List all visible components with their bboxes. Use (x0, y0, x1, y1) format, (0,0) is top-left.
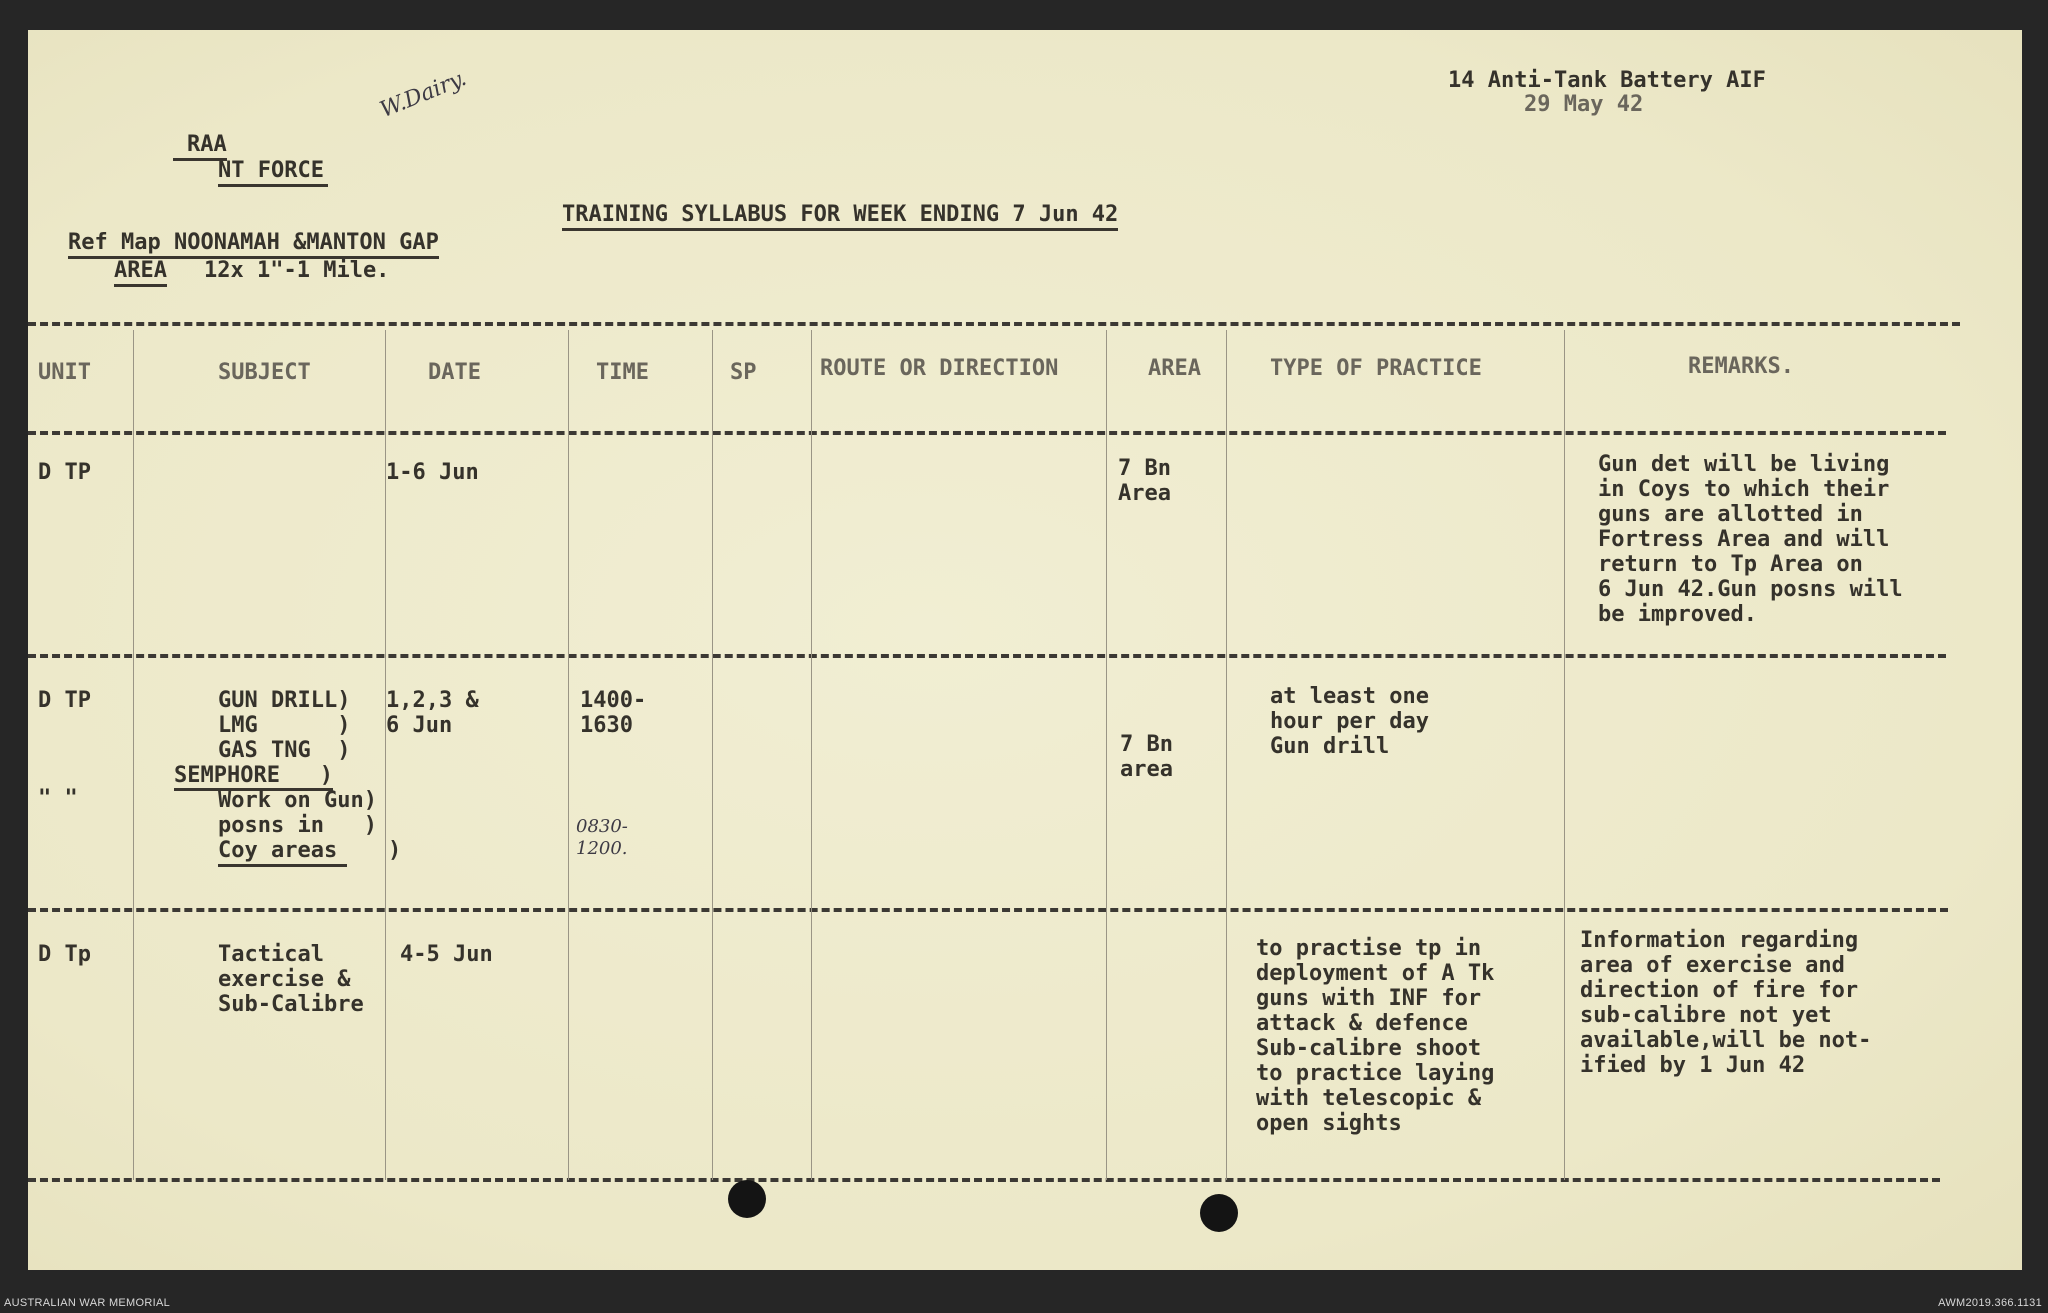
row-2-unit-ditto: " " (38, 786, 78, 811)
header-bottom-rule (28, 431, 1946, 435)
column-header-area: AREA (1148, 356, 1201, 381)
row-3-unit: D Tp (38, 942, 91, 967)
column-header-date: DATE (428, 360, 481, 385)
footer-archive-id: AWM2019.366.1131 (1938, 1297, 2042, 1309)
row-1-area: 7 Bn Area (1118, 456, 1171, 506)
row-1-unit: D TP (38, 460, 91, 485)
row-divider-2 (28, 908, 1948, 912)
row-2-date: 1,2,3 & 6 Jun (386, 688, 479, 738)
footer-archive-name: AUSTRALIAN WAR MEMORIAL (4, 1297, 171, 1309)
row-2-subject-coy-paren: ) (388, 838, 402, 863)
table-bottom-rule (28, 1178, 1940, 1182)
column-header-route: ROUTE OR DIRECTION (820, 356, 1059, 381)
ref-map-area-label: AREA (114, 258, 167, 287)
punch-hole (728, 1180, 766, 1218)
column-header-practice: TYPE OF PRACTICE (1270, 356, 1482, 381)
row-3-date: 4-5 Jun (400, 942, 493, 967)
row-3-subject: Tactical exercise & Sub-Calibre (218, 942, 364, 1017)
row-2-time-handwritten: 0830- 1200. (576, 816, 628, 859)
ref-map-scale: 12x 1"-1 Mile. (204, 258, 390, 283)
table-top-rule (28, 322, 1960, 326)
ref-map-line: Ref Map NOONAMAH &MANTON GAP (68, 230, 439, 259)
column-divider (568, 330, 569, 1180)
row-2-practice: at least one hour per day Gun drill (1270, 684, 1429, 759)
row-divider-1 (28, 654, 1946, 658)
row-2-subject-coy: Coy areas (218, 838, 347, 867)
row-2-area: 7 Bn area (1120, 732, 1173, 782)
column-header-time: TIME (596, 360, 649, 385)
row-2-subject-semphore: SEMPHORE ) (174, 763, 333, 791)
row-1-remarks: Gun det will be living in Coys to which their guns are allotted in Fortress Area and will return to Tp Area on 6 Jun 42.Gun posns will be improved. (1598, 452, 1903, 627)
row-2-time: 1400- 1630 (580, 688, 647, 738)
unit-header: 14 Anti-Tank Battery AIF (1448, 68, 1766, 93)
column-divider (385, 330, 386, 1180)
column-header-unit: UNIT (38, 360, 91, 385)
handwritten-signature: W.Dairy. (376, 65, 470, 124)
column-divider (133, 330, 134, 1180)
document-date: 29 May 42 (1524, 92, 1644, 117)
row-3-practice: to practise tp in deployment of A Tk guns with INF for attack & defence Sub-calibre shoot to practice laying with telescopic & open sights (1256, 936, 1495, 1136)
column-header-remarks: REMARKS. (1688, 354, 1794, 379)
row-2-unit: D TP (38, 688, 91, 713)
column-header-subject: SUBJECT (218, 360, 311, 385)
addressee-line-2: NT FORCE (218, 158, 328, 187)
column-header-sp: SP (730, 360, 757, 385)
column-divider (1106, 330, 1107, 1180)
column-divider (811, 330, 812, 1180)
column-divider (1564, 330, 1565, 1180)
row-1-date: 1-6 Jun (386, 460, 479, 485)
paper-sheet (28, 30, 2022, 1270)
punch-hole (1200, 1194, 1238, 1232)
column-divider (1226, 330, 1227, 1180)
row-2-subject-work: Work on Gun) posns in ) (218, 788, 377, 838)
addressee-line-1: RAA (173, 132, 227, 161)
row-3-remarks: Information regarding area of exercise and direction of fire for sub-calibre not yet available,will be not- ified by 1 Jun 42 (1580, 928, 1872, 1078)
document-title: TRAINING SYLLABUS FOR WEEK ENDING 7 Jun 42 (562, 202, 1118, 231)
column-divider (712, 330, 713, 1180)
row-2-subject: GUN DRILL) LMG ) GAS TNG ) (218, 688, 351, 763)
